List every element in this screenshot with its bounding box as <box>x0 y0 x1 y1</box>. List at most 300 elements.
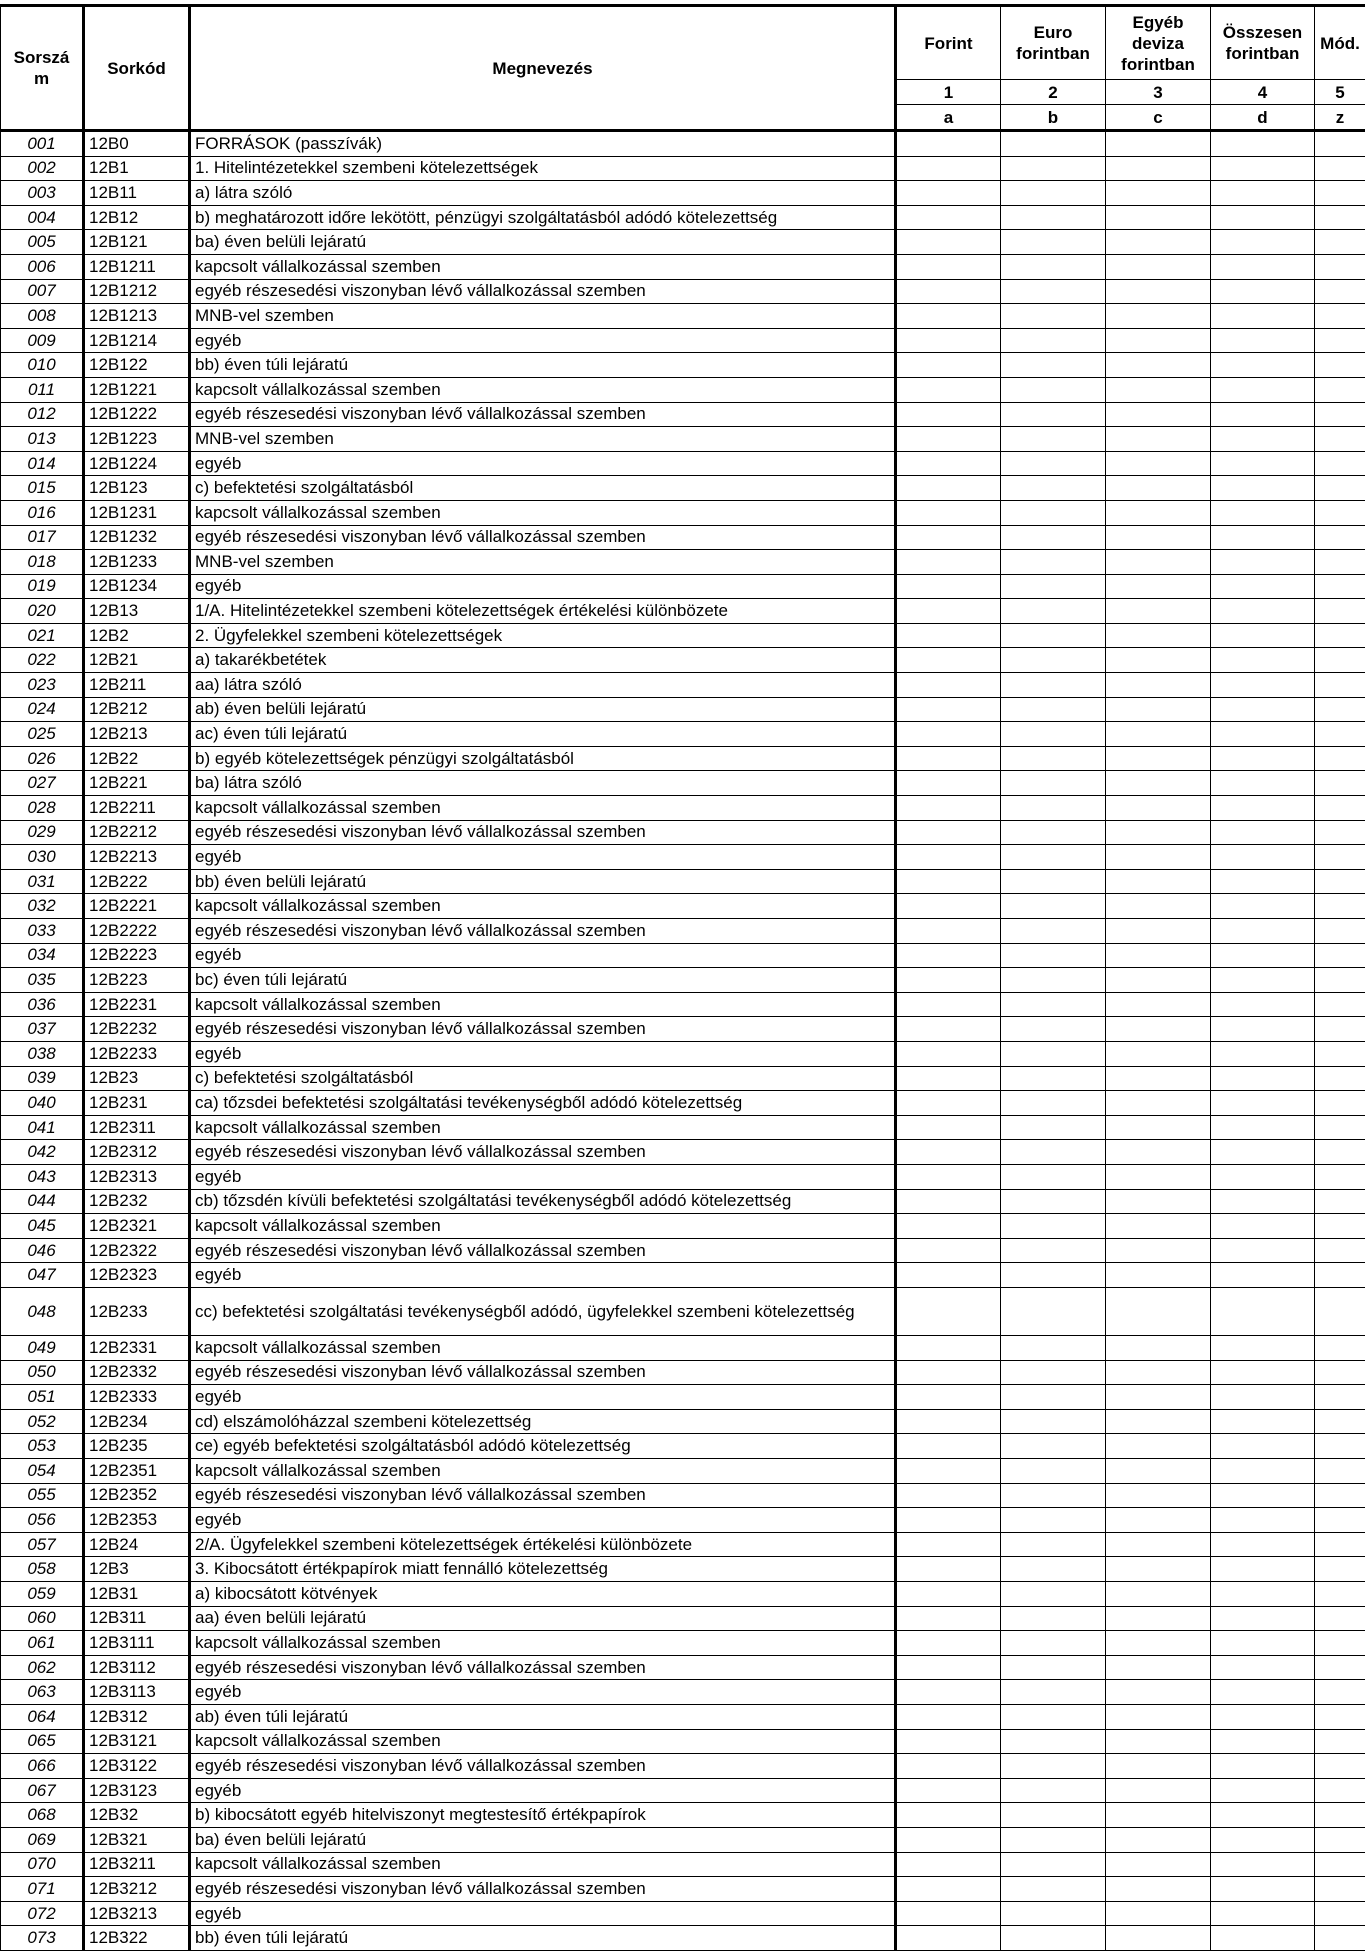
cell-euro[interactable] <box>1001 919 1106 944</box>
cell-osszesen[interactable] <box>1211 1459 1315 1484</box>
cell-egyeb-deviza[interactable] <box>1106 648 1211 673</box>
cell-forint[interactable] <box>896 1238 1001 1263</box>
cell-forint[interactable] <box>896 427 1001 452</box>
cell-osszesen[interactable] <box>1211 131 1315 157</box>
cell-osszesen[interactable] <box>1211 1803 1315 1828</box>
cell-forint[interactable] <box>896 845 1001 870</box>
cell-forint[interactable] <box>896 1360 1001 1385</box>
cell-forint[interactable] <box>896 402 1001 427</box>
cell-osszesen[interactable] <box>1211 377 1315 402</box>
cell-egyeb-deviza[interactable] <box>1106 1754 1211 1779</box>
cell-osszesen[interactable] <box>1211 254 1315 279</box>
cell-osszesen[interactable] <box>1211 1729 1315 1754</box>
cell-egyeb-deviza[interactable] <box>1106 1778 1211 1803</box>
cell-mod[interactable] <box>1315 525 1365 550</box>
cell-egyeb-deviza[interactable] <box>1106 1926 1211 1951</box>
cell-osszesen[interactable] <box>1211 1115 1315 1140</box>
cell-osszesen[interactable] <box>1211 1852 1315 1877</box>
cell-euro[interactable] <box>1001 402 1106 427</box>
cell-mod[interactable] <box>1315 845 1365 870</box>
cell-egyeb-deviza[interactable] <box>1106 1582 1211 1607</box>
cell-mod[interactable] <box>1315 574 1365 599</box>
cell-osszesen[interactable] <box>1211 1532 1315 1557</box>
cell-euro[interactable] <box>1001 894 1106 919</box>
cell-euro[interactable] <box>1001 1827 1106 1852</box>
cell-euro[interactable] <box>1001 1606 1106 1631</box>
cell-euro[interactable] <box>1001 623 1106 648</box>
cell-euro[interactable] <box>1001 992 1106 1017</box>
cell-euro[interactable] <box>1001 427 1106 452</box>
cell-mod[interactable] <box>1315 1140 1365 1165</box>
cell-mod[interactable] <box>1315 1287 1365 1335</box>
cell-forint[interactable] <box>896 525 1001 550</box>
cell-mod[interactable] <box>1315 1705 1365 1730</box>
cell-euro[interactable] <box>1001 943 1106 968</box>
cell-forint[interactable] <box>896 500 1001 525</box>
cell-euro[interactable] <box>1001 722 1106 747</box>
cell-egyeb-deviza[interactable] <box>1106 304 1211 329</box>
cell-mod[interactable] <box>1315 1238 1365 1263</box>
cell-mod[interactable] <box>1315 1409 1365 1434</box>
cell-euro[interactable] <box>1001 279 1106 304</box>
cell-mod[interactable] <box>1315 1532 1365 1557</box>
cell-egyeb-deviza[interactable] <box>1106 1189 1211 1214</box>
cell-egyeb-deviza[interactable] <box>1106 1852 1211 1877</box>
cell-forint[interactable] <box>896 1705 1001 1730</box>
cell-osszesen[interactable] <box>1211 869 1315 894</box>
cell-egyeb-deviza[interactable] <box>1106 1287 1211 1335</box>
cell-osszesen[interactable] <box>1211 746 1315 771</box>
cell-egyeb-deviza[interactable] <box>1106 1434 1211 1459</box>
cell-euro[interactable] <box>1001 1705 1106 1730</box>
cell-osszesen[interactable] <box>1211 279 1315 304</box>
cell-mod[interactable] <box>1315 1827 1365 1852</box>
cell-forint[interactable] <box>896 1017 1001 1042</box>
cell-osszesen[interactable] <box>1211 353 1315 378</box>
cell-euro[interactable] <box>1001 1877 1106 1902</box>
cell-osszesen[interactable] <box>1211 1385 1315 1410</box>
cell-forint[interactable] <box>896 1287 1001 1335</box>
cell-mod[interactable] <box>1315 1214 1365 1239</box>
cell-egyeb-deviza[interactable] <box>1106 525 1211 550</box>
cell-forint[interactable] <box>896 992 1001 1017</box>
cell-forint[interactable] <box>896 1189 1001 1214</box>
cell-euro[interactable] <box>1001 599 1106 624</box>
cell-mod[interactable] <box>1315 1164 1365 1189</box>
cell-euro[interactable] <box>1001 353 1106 378</box>
cell-egyeb-deviza[interactable] <box>1106 1827 1211 1852</box>
cell-egyeb-deviza[interactable] <box>1106 746 1211 771</box>
cell-euro[interactable] <box>1001 1778 1106 1803</box>
cell-osszesen[interactable] <box>1211 1483 1315 1508</box>
cell-forint[interactable] <box>896 1606 1001 1631</box>
cell-euro[interactable] <box>1001 131 1106 157</box>
cell-osszesen[interactable] <box>1211 1655 1315 1680</box>
cell-forint[interactable] <box>896 894 1001 919</box>
cell-mod[interactable] <box>1315 500 1365 525</box>
cell-mod[interactable] <box>1315 1115 1365 1140</box>
cell-mod[interactable] <box>1315 1189 1365 1214</box>
cell-euro[interactable] <box>1001 820 1106 845</box>
cell-egyeb-deviza[interactable] <box>1106 1901 1211 1926</box>
cell-mod[interactable] <box>1315 304 1365 329</box>
cell-mod[interactable] <box>1315 1729 1365 1754</box>
cell-euro[interactable] <box>1001 1680 1106 1705</box>
cell-forint[interactable] <box>896 1263 1001 1288</box>
cell-mod[interactable] <box>1315 230 1365 255</box>
cell-forint[interactable] <box>896 943 1001 968</box>
cell-forint[interactable] <box>896 697 1001 722</box>
cell-egyeb-deviza[interactable] <box>1106 353 1211 378</box>
cell-forint[interactable] <box>896 1926 1001 1951</box>
cell-forint[interactable] <box>896 1214 1001 1239</box>
cell-egyeb-deviza[interactable] <box>1106 500 1211 525</box>
cell-mod[interactable] <box>1315 279 1365 304</box>
cell-egyeb-deviza[interactable] <box>1106 205 1211 230</box>
cell-forint[interactable] <box>896 205 1001 230</box>
cell-mod[interactable] <box>1315 1606 1365 1631</box>
cell-egyeb-deviza[interactable] <box>1106 254 1211 279</box>
cell-egyeb-deviza[interactable] <box>1106 451 1211 476</box>
cell-egyeb-deviza[interactable] <box>1106 943 1211 968</box>
cell-egyeb-deviza[interactable] <box>1106 550 1211 575</box>
cell-forint[interactable] <box>896 648 1001 673</box>
cell-egyeb-deviza[interactable] <box>1106 1606 1211 1631</box>
cell-forint[interactable] <box>896 1409 1001 1434</box>
cell-mod[interactable] <box>1315 1385 1365 1410</box>
cell-mod[interactable] <box>1315 1066 1365 1091</box>
cell-egyeb-deviza[interactable] <box>1106 845 1211 870</box>
cell-forint[interactable] <box>896 746 1001 771</box>
cell-osszesen[interactable] <box>1211 525 1315 550</box>
cell-egyeb-deviza[interactable] <box>1106 1631 1211 1656</box>
cell-mod[interactable] <box>1315 156 1365 181</box>
cell-egyeb-deviza[interactable] <box>1106 1385 1211 1410</box>
cell-mod[interactable] <box>1315 1459 1365 1484</box>
cell-mod[interactable] <box>1315 1778 1365 1803</box>
cell-euro[interactable] <box>1001 230 1106 255</box>
cell-egyeb-deviza[interactable] <box>1106 919 1211 944</box>
cell-mod[interactable] <box>1315 820 1365 845</box>
cell-forint[interactable] <box>896 574 1001 599</box>
cell-forint[interactable] <box>896 1091 1001 1116</box>
cell-mod[interactable] <box>1315 476 1365 501</box>
cell-egyeb-deviza[interactable] <box>1106 869 1211 894</box>
cell-egyeb-deviza[interactable] <box>1106 1680 1211 1705</box>
cell-osszesen[interactable] <box>1211 673 1315 698</box>
cell-osszesen[interactable] <box>1211 1091 1315 1116</box>
cell-mod[interactable] <box>1315 181 1365 206</box>
cell-egyeb-deviza[interactable] <box>1106 1017 1211 1042</box>
cell-osszesen[interactable] <box>1211 845 1315 870</box>
cell-egyeb-deviza[interactable] <box>1106 328 1211 353</box>
cell-osszesen[interactable] <box>1211 328 1315 353</box>
cell-forint[interactable] <box>896 1459 1001 1484</box>
cell-egyeb-deviza[interactable] <box>1106 230 1211 255</box>
cell-forint[interactable] <box>896 156 1001 181</box>
cell-egyeb-deviza[interactable] <box>1106 599 1211 624</box>
cell-forint[interactable] <box>896 1532 1001 1557</box>
cell-mod[interactable] <box>1315 1017 1365 1042</box>
cell-egyeb-deviza[interactable] <box>1106 1214 1211 1239</box>
cell-mod[interactable] <box>1315 1483 1365 1508</box>
cell-mod[interactable] <box>1315 451 1365 476</box>
cell-euro[interactable] <box>1001 328 1106 353</box>
cell-osszesen[interactable] <box>1211 1778 1315 1803</box>
cell-osszesen[interactable] <box>1211 1508 1315 1533</box>
cell-mod[interactable] <box>1315 673 1365 698</box>
cell-osszesen[interactable] <box>1211 1263 1315 1288</box>
cell-osszesen[interactable] <box>1211 574 1315 599</box>
cell-osszesen[interactable] <box>1211 599 1315 624</box>
cell-osszesen[interactable] <box>1211 1680 1315 1705</box>
cell-osszesen[interactable] <box>1211 943 1315 968</box>
cell-egyeb-deviza[interactable] <box>1106 796 1211 821</box>
cell-osszesen[interactable] <box>1211 796 1315 821</box>
cell-forint[interactable] <box>896 771 1001 796</box>
cell-osszesen[interactable] <box>1211 1066 1315 1091</box>
cell-mod[interactable] <box>1315 1041 1365 1066</box>
cell-euro[interactable] <box>1001 476 1106 501</box>
cell-osszesen[interactable] <box>1211 1214 1315 1239</box>
cell-euro[interactable] <box>1001 304 1106 329</box>
cell-forint[interactable] <box>896 1729 1001 1754</box>
cell-forint[interactable] <box>896 623 1001 648</box>
cell-forint[interactable] <box>896 476 1001 501</box>
cell-egyeb-deviza[interactable] <box>1106 1705 1211 1730</box>
cell-euro[interactable] <box>1001 1459 1106 1484</box>
cell-forint[interactable] <box>896 1582 1001 1607</box>
cell-forint[interactable] <box>896 1754 1001 1779</box>
cell-forint[interactable] <box>896 1115 1001 1140</box>
cell-egyeb-deviza[interactable] <box>1106 1360 1211 1385</box>
cell-egyeb-deviza[interactable] <box>1106 1803 1211 1828</box>
cell-mod[interactable] <box>1315 1680 1365 1705</box>
cell-mod[interactable] <box>1315 402 1365 427</box>
cell-euro[interactable] <box>1001 254 1106 279</box>
cell-egyeb-deviza[interactable] <box>1106 476 1211 501</box>
cell-mod[interactable] <box>1315 1557 1365 1582</box>
cell-osszesen[interactable] <box>1211 205 1315 230</box>
cell-forint[interactable] <box>896 1336 1001 1361</box>
cell-egyeb-deviza[interactable] <box>1106 1459 1211 1484</box>
cell-osszesen[interactable] <box>1211 1164 1315 1189</box>
cell-forint[interactable] <box>896 1557 1001 1582</box>
cell-euro[interactable] <box>1001 1926 1106 1951</box>
cell-mod[interactable] <box>1315 1434 1365 1459</box>
cell-euro[interactable] <box>1001 1582 1106 1607</box>
cell-egyeb-deviza[interactable] <box>1106 1729 1211 1754</box>
cell-egyeb-deviza[interactable] <box>1106 1655 1211 1680</box>
cell-mod[interactable] <box>1315 1754 1365 1779</box>
cell-mod[interactable] <box>1315 1263 1365 1288</box>
cell-forint[interactable] <box>896 599 1001 624</box>
cell-mod[interactable] <box>1315 1091 1365 1116</box>
cell-egyeb-deviza[interactable] <box>1106 1409 1211 1434</box>
cell-osszesen[interactable] <box>1211 1557 1315 1582</box>
cell-mod[interactable] <box>1315 746 1365 771</box>
cell-egyeb-deviza[interactable] <box>1106 673 1211 698</box>
cell-egyeb-deviza[interactable] <box>1106 1557 1211 1582</box>
cell-mod[interactable] <box>1315 992 1365 1017</box>
cell-euro[interactable] <box>1001 1729 1106 1754</box>
cell-osszesen[interactable] <box>1211 1827 1315 1852</box>
cell-mod[interactable] <box>1315 254 1365 279</box>
cell-osszesen[interactable] <box>1211 820 1315 845</box>
cell-egyeb-deviza[interactable] <box>1106 1041 1211 1066</box>
cell-mod[interactable] <box>1315 377 1365 402</box>
cell-euro[interactable] <box>1001 648 1106 673</box>
cell-egyeb-deviza[interactable] <box>1106 1532 1211 1557</box>
cell-osszesen[interactable] <box>1211 894 1315 919</box>
cell-forint[interactable] <box>896 1877 1001 1902</box>
cell-euro[interactable] <box>1001 1336 1106 1361</box>
cell-forint[interactable] <box>896 353 1001 378</box>
cell-euro[interactable] <box>1001 968 1106 993</box>
cell-osszesen[interactable] <box>1211 1631 1315 1656</box>
cell-euro[interactable] <box>1001 845 1106 870</box>
cell-forint[interactable] <box>896 1041 1001 1066</box>
cell-forint[interactable] <box>896 1066 1001 1091</box>
cell-osszesen[interactable] <box>1211 1409 1315 1434</box>
cell-egyeb-deviza[interactable] <box>1106 1336 1211 1361</box>
cell-osszesen[interactable] <box>1211 1336 1315 1361</box>
cell-forint[interactable] <box>896 1901 1001 1926</box>
cell-euro[interactable] <box>1001 574 1106 599</box>
cell-egyeb-deviza[interactable] <box>1106 623 1211 648</box>
cell-mod[interactable] <box>1315 869 1365 894</box>
cell-forint[interactable] <box>896 1803 1001 1828</box>
cell-euro[interactable] <box>1001 1508 1106 1533</box>
cell-euro[interactable] <box>1001 1901 1106 1926</box>
cell-euro[interactable] <box>1001 673 1106 698</box>
cell-forint[interactable] <box>896 1164 1001 1189</box>
cell-osszesen[interactable] <box>1211 1140 1315 1165</box>
cell-euro[interactable] <box>1001 1041 1106 1066</box>
cell-mod[interactable] <box>1315 205 1365 230</box>
cell-osszesen[interactable] <box>1211 1877 1315 1902</box>
cell-egyeb-deviza[interactable] <box>1106 279 1211 304</box>
cell-forint[interactable] <box>896 1680 1001 1705</box>
cell-euro[interactable] <box>1001 451 1106 476</box>
cell-forint[interactable] <box>896 254 1001 279</box>
cell-euro[interactable] <box>1001 1532 1106 1557</box>
cell-mod[interactable] <box>1315 648 1365 673</box>
cell-mod[interactable] <box>1315 697 1365 722</box>
cell-osszesen[interactable] <box>1211 623 1315 648</box>
cell-mod[interactable] <box>1315 1631 1365 1656</box>
cell-mod[interactable] <box>1315 353 1365 378</box>
cell-euro[interactable] <box>1001 1189 1106 1214</box>
cell-osszesen[interactable] <box>1211 1189 1315 1214</box>
cell-euro[interactable] <box>1001 1140 1106 1165</box>
cell-egyeb-deviza[interactable] <box>1106 820 1211 845</box>
cell-euro[interactable] <box>1001 525 1106 550</box>
cell-forint[interactable] <box>896 550 1001 575</box>
cell-mod[interactable] <box>1315 1336 1365 1361</box>
cell-forint[interactable] <box>896 1631 1001 1656</box>
cell-mod[interactable] <box>1315 1655 1365 1680</box>
cell-euro[interactable] <box>1001 1483 1106 1508</box>
cell-euro[interactable] <box>1001 377 1106 402</box>
cell-forint[interactable] <box>896 673 1001 698</box>
cell-osszesen[interactable] <box>1211 1582 1315 1607</box>
cell-euro[interactable] <box>1001 697 1106 722</box>
cell-forint[interactable] <box>896 1434 1001 1459</box>
cell-mod[interactable] <box>1315 131 1365 157</box>
cell-mod[interactable] <box>1315 1360 1365 1385</box>
cell-egyeb-deviza[interactable] <box>1106 1091 1211 1116</box>
cell-egyeb-deviza[interactable] <box>1106 992 1211 1017</box>
cell-egyeb-deviza[interactable] <box>1106 1263 1211 1288</box>
cell-euro[interactable] <box>1001 1360 1106 1385</box>
cell-forint[interactable] <box>896 328 1001 353</box>
cell-osszesen[interactable] <box>1211 919 1315 944</box>
cell-euro[interactable] <box>1001 1803 1106 1828</box>
cell-forint[interactable] <box>896 1385 1001 1410</box>
cell-mod[interactable] <box>1315 1852 1365 1877</box>
cell-euro[interactable] <box>1001 205 1106 230</box>
cell-egyeb-deviza[interactable] <box>1106 402 1211 427</box>
cell-osszesen[interactable] <box>1211 550 1315 575</box>
cell-forint[interactable] <box>896 451 1001 476</box>
cell-euro[interactable] <box>1001 1263 1106 1288</box>
cell-euro[interactable] <box>1001 550 1106 575</box>
cell-euro[interactable] <box>1001 1557 1106 1582</box>
cell-osszesen[interactable] <box>1211 156 1315 181</box>
cell-forint[interactable] <box>896 722 1001 747</box>
cell-mod[interactable] <box>1315 1582 1365 1607</box>
cell-euro[interactable] <box>1001 181 1106 206</box>
cell-euro[interactable] <box>1001 1214 1106 1239</box>
cell-osszesen[interactable] <box>1211 722 1315 747</box>
cell-mod[interactable] <box>1315 919 1365 944</box>
cell-euro[interactable] <box>1001 1409 1106 1434</box>
cell-mod[interactable] <box>1315 894 1365 919</box>
cell-egyeb-deviza[interactable] <box>1106 377 1211 402</box>
cell-euro[interactable] <box>1001 1852 1106 1877</box>
cell-forint[interactable] <box>896 377 1001 402</box>
cell-mod[interactable] <box>1315 599 1365 624</box>
cell-euro[interactable] <box>1001 1017 1106 1042</box>
cell-osszesen[interactable] <box>1211 648 1315 673</box>
cell-forint[interactable] <box>896 869 1001 894</box>
cell-osszesen[interactable] <box>1211 1041 1315 1066</box>
cell-forint[interactable] <box>896 1140 1001 1165</box>
cell-mod[interactable] <box>1315 1508 1365 1533</box>
cell-osszesen[interactable] <box>1211 1926 1315 1951</box>
cell-osszesen[interactable] <box>1211 697 1315 722</box>
cell-egyeb-deviza[interactable] <box>1106 697 1211 722</box>
cell-osszesen[interactable] <box>1211 1705 1315 1730</box>
cell-euro[interactable] <box>1001 869 1106 894</box>
cell-euro[interactable] <box>1001 1655 1106 1680</box>
cell-egyeb-deviza[interactable] <box>1106 1115 1211 1140</box>
cell-mod[interactable] <box>1315 623 1365 648</box>
cell-osszesen[interactable] <box>1211 1434 1315 1459</box>
cell-forint[interactable] <box>896 131 1001 157</box>
cell-osszesen[interactable] <box>1211 230 1315 255</box>
cell-mod[interactable] <box>1315 722 1365 747</box>
cell-euro[interactable] <box>1001 1434 1106 1459</box>
cell-mod[interactable] <box>1315 943 1365 968</box>
cell-egyeb-deviza[interactable] <box>1106 1140 1211 1165</box>
cell-egyeb-deviza[interactable] <box>1106 574 1211 599</box>
cell-osszesen[interactable] <box>1211 402 1315 427</box>
cell-egyeb-deviza[interactable] <box>1106 181 1211 206</box>
cell-euro[interactable] <box>1001 771 1106 796</box>
cell-egyeb-deviza[interactable] <box>1106 1877 1211 1902</box>
